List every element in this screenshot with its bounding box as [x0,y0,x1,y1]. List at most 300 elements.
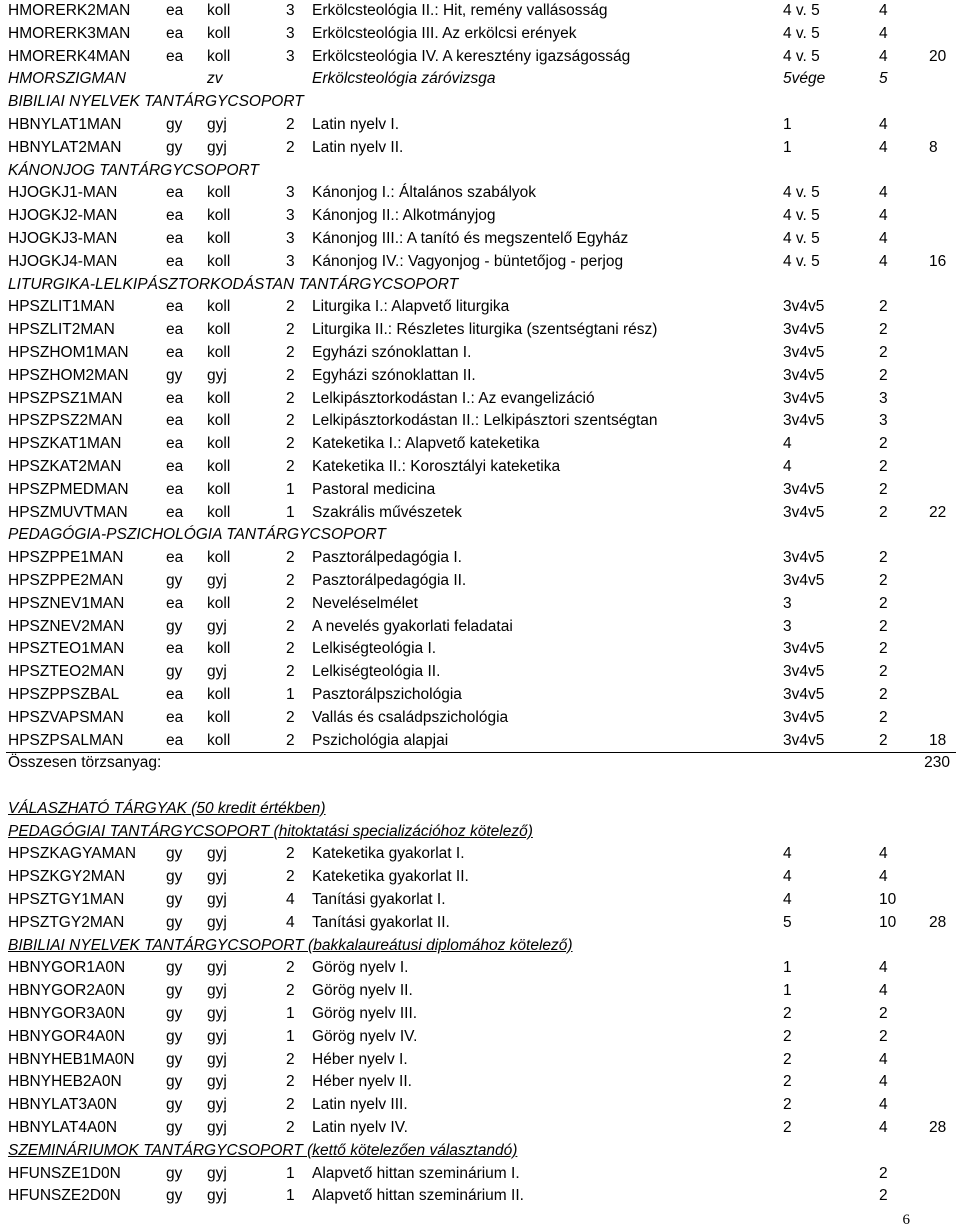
assessment-type: koll [207,47,231,65]
course-title: Görög nyelv I. [312,959,409,977]
course-type: ea [166,229,184,247]
course-type: ea [166,731,184,749]
course-type: gy [166,138,183,156]
assessment-type: gyj [207,1050,227,1068]
course-code: HPSZPPSZBAL [8,685,120,703]
weekly-hours: 2 [286,845,295,863]
credit: 2 [879,663,888,681]
course-type: gy [166,1119,183,1137]
assessment-type: gyj [207,1073,227,1091]
weekly-hours: 2 [286,663,295,681]
course-title: Alapvető hittan szeminárium II. [312,1187,524,1205]
group-heading [0,798,960,821]
course-type: ea [166,207,184,225]
assessment-type: gyj [207,138,227,156]
course-code: HBNYGOR3A0N [8,1005,126,1023]
course-code: HPSZHOM1MAN [8,343,129,361]
weekly-hours: 2 [286,549,295,567]
course-code: HMORSZIGMAN [8,70,126,88]
course-code: HPSZMUVTMAN [8,503,128,521]
group-heading-text: SZEMINÁRIUMOK TANTÁRGYCSOPORT (kettő kötelezően választandó) [8,1141,518,1159]
course-row [0,1117,960,1140]
semester: 1 [783,959,792,977]
semester: 3v4v5 [783,321,825,339]
course-code: HPSZTEO2MAN [8,663,125,681]
credit: 4 [879,1050,888,1068]
course-title: Erkölcsteológia III. Az erkölcsi erények [312,24,577,42]
course-code: HBNYHEB1MA0N [8,1050,135,1068]
weekly-hours: 2 [286,959,295,977]
semester: 4 v. 5 [783,229,820,247]
group-heading [0,91,960,114]
course-type: gy [166,982,183,1000]
weekly-hours: 2 [286,617,295,635]
course-code: HJOGKJ2-MAN [8,207,118,225]
group-heading [0,524,960,547]
weekly-hours: 2 [286,366,295,384]
course-type: gy [166,1164,183,1182]
course-row [0,661,960,684]
course-title: Alapvető hittan szeminárium I. [312,1164,520,1182]
course-title: Kánonjog IV.: Vagyonjog - büntetőjog - perjog [312,252,624,270]
course-title: Héber nyelv I. [312,1050,408,1068]
assessment-type: koll [207,298,231,316]
course-row [0,365,960,388]
weekly-hours: 2 [286,731,295,749]
assessment-type: gyj [207,913,227,931]
course-row [0,843,960,866]
semester: 4 v. 5 [783,2,820,19]
weekly-hours: 2 [286,594,295,612]
semester: 2 [783,1073,792,1091]
course-code: HPSZPSZ2MAN [8,412,123,430]
semester: 3v4v5 [783,731,825,749]
assessment-type: koll [207,685,231,703]
assessment-type: koll [207,435,231,453]
course-row [0,456,960,479]
group-heading [0,935,960,958]
semester: 3v4v5 [783,571,825,589]
course-title: Kateketika gyakorlat II. [312,868,469,886]
course-code: HFUNSZE1D0N [8,1164,121,1182]
course-type: ea [166,298,184,316]
course-row [0,205,960,228]
course-title: Kánonjog III.: A tanító és megszentelő Egyház [312,229,629,247]
assessment-type: gyj [207,115,227,133]
spacer [0,775,960,798]
semester: 2 [783,1119,792,1137]
course-code: HPSZPSALMAN [8,731,124,749]
course-code: HPSZKAT1MAN [8,435,122,453]
group-heading [0,274,960,297]
course-type: gy [166,959,183,977]
course-code: HBNYLAT3A0N [8,1096,118,1114]
credit: 2 [879,321,888,339]
weekly-hours: 2 [286,457,295,475]
course-code: HMORERK4MAN [8,47,131,65]
weekly-hours: 2 [286,412,295,430]
course-type: gy [166,868,183,886]
course-title: Görög nyelv III. [312,1005,418,1023]
semester: 2 [783,1050,792,1068]
weekly-hours: 2 [286,1096,295,1114]
course-row [0,182,960,205]
weekly-hours: 3 [286,184,295,202]
semester: 4 v. 5 [783,252,820,270]
course-type: gy [166,571,183,589]
course-title: Kateketika I.: Alapvető kateketika [312,435,540,453]
credit: 2 [879,298,888,316]
course-code: HPSZKGY2MAN [8,868,126,886]
course-title: Erkölcsteológia IV. A keresztény igazságosság [312,47,631,65]
assessment-type: gyj [207,1187,227,1205]
course-title: Latin nyelv II. [312,138,404,156]
weekly-hours: 4 [286,913,295,931]
course-code: HPSZNEV2MAN [8,617,125,635]
credit: 2 [879,503,888,521]
weekly-hours: 1 [286,1187,295,1205]
course-code: HBNYLAT4A0N [8,1119,118,1137]
course-row [0,479,960,502]
course-title: Pasztorálpedagógia I. [312,549,462,567]
course-type: ea [166,640,184,658]
assessment-type: koll [207,229,231,247]
assessment-type: koll [207,594,231,612]
course-type: ea [166,708,184,726]
course-row [0,251,960,274]
course-type: gy [166,845,183,863]
semester: 5 [783,913,792,931]
semester: 1 [783,982,792,1000]
credit: 2 [879,457,888,475]
semester: 3v4v5 [783,503,825,521]
total-row [0,752,960,775]
course-row [0,137,960,160]
semester: 2 [783,1027,792,1045]
semester: 3v4v5 [783,685,825,703]
course-row [0,46,960,69]
assessment-type: koll [207,207,231,225]
weekly-hours: 1 [286,480,295,498]
course-row [0,228,960,251]
course-code: HMORERK2MAN [8,2,131,19]
course-type: gy [166,663,183,681]
credit: 4 [879,24,888,42]
course-row [0,1071,960,1094]
credit: 2 [879,617,888,635]
course-type: gy [166,1096,183,1114]
group-credit-sum: 28 [929,1119,947,1137]
weekly-hours: 1 [286,1027,295,1045]
weekly-hours: 2 [286,1050,295,1068]
course-row [0,980,960,1003]
course-type: ea [166,343,184,361]
course-code: HPSZPMEDMAN [8,480,129,498]
assessment-type: gyj [207,982,227,1000]
course-type: ea [166,685,184,703]
semester: 3v4v5 [783,640,825,658]
course-title: Kánonjog I.: Általános szabályok [312,184,537,202]
assessment-type: gyj [207,617,227,635]
assessment-type: koll [207,503,231,521]
credit: 4 [879,184,888,202]
course-title: Héber nyelv II. [312,1073,412,1091]
course-row [0,616,960,639]
weekly-hours: 2 [286,115,295,133]
course-title: Pasztorálpedagógia II. [312,571,467,589]
course-title: Latin nyelv I. [312,115,400,133]
group-heading-text: VÁLASZHATÓ TÁRGYAK (50 kredit értékben) [8,799,326,817]
credit: 4 [879,2,888,19]
group-heading-text: LITURGIKA-LELKIPÁSZTORKODÁSTAN TANTÁRGYCSOPORT [8,275,459,293]
course-row [0,319,960,342]
group-credit-sum: 16 [929,252,947,270]
course-code: HJOGKJ1-MAN [8,184,118,202]
semester: 1 [783,115,792,133]
weekly-hours: 1 [286,685,295,703]
course-title: Tanítási gyakorlat I. [312,891,446,909]
credit: 4 [879,845,888,863]
assessment-type: koll [207,252,231,270]
course-type: ea [166,457,184,475]
assessment-type: gyj [207,868,227,886]
course-type: ea [166,503,184,521]
weekly-hours: 1 [286,503,295,521]
weekly-hours: 2 [286,321,295,339]
total-divider [6,752,956,753]
course-row [0,1026,960,1049]
assessment-type: gyj [207,1119,227,1137]
course-row [0,1185,960,1208]
course-code: HPSZPPE1MAN [8,549,124,567]
credit: 4 [879,207,888,225]
semester: 4 [783,891,792,909]
assessment-type: koll [207,640,231,658]
course-type: gy [166,1050,183,1068]
credit: 4 [879,138,888,156]
group-credit-sum: 18 [929,731,947,749]
course-title: Erkölcsteológia II.: Hit, remény vallásosság [312,2,608,19]
assessment-type: koll [207,412,231,430]
weekly-hours: 3 [286,47,295,65]
credit: 10 [879,913,897,931]
credit: 2 [879,435,888,453]
course-title: Kateketika II.: Korosztályi kateketika [312,457,561,475]
assessment-type: gyj [207,959,227,977]
course-row [0,433,960,456]
credit: 5 [879,70,888,88]
weekly-hours: 2 [286,343,295,361]
weekly-hours: 1 [286,1164,295,1182]
course-row [0,912,960,935]
group-credit-sum: 20 [929,47,947,65]
group-credit-sum: 28 [929,913,947,931]
course-type: ea [166,24,184,42]
weekly-hours: 2 [286,640,295,658]
credit: 2 [879,366,888,384]
semester: 4 [783,868,792,886]
assessment-type: koll [207,24,231,42]
assessment-type: koll [207,2,231,19]
assessment-type: koll [207,549,231,567]
semester: 3v4v5 [783,549,825,567]
course-code: HPSZTGY1MAN [8,891,125,909]
assessment-type: gyj [207,1164,227,1182]
credit: 2 [879,640,888,658]
semester: 3 [783,617,792,635]
credit: 2 [879,571,888,589]
course-type: gy [166,115,183,133]
assessment-type: gyj [207,1027,227,1045]
assessment-type: koll [207,343,231,361]
course-code: HPSZPPE2MAN [8,571,124,589]
assessment-type: koll [207,184,231,202]
course-type: ea [166,252,184,270]
credit: 2 [879,594,888,612]
course-type: ea [166,435,184,453]
course-code: HPSZVAPSMAN [8,708,124,726]
assessment-type: zv [207,70,223,88]
semester: 3v4v5 [783,663,825,681]
course-title: Tanítási gyakorlat II. [312,913,450,931]
course-title: Egyházi szónoklattan II. [312,366,476,384]
course-title: Görög nyelv II. [312,982,413,1000]
weekly-hours: 2 [286,1073,295,1091]
weekly-hours: 2 [286,298,295,316]
weekly-hours: 2 [286,982,295,1000]
course-type: gy [166,617,183,635]
course-row [0,1163,960,1186]
course-title: Lelkipásztorkodástan II.: Lelkipásztori szentségtan [312,412,658,430]
course-row [0,547,960,570]
weekly-hours: 2 [286,571,295,589]
course-row [0,866,960,889]
course-row [0,638,960,661]
course-title: Lelkiségteológia II. [312,663,441,681]
course-title: Görög nyelv IV. [312,1027,418,1045]
course-row [0,730,960,753]
semester: 3v4v5 [783,389,825,407]
course-title: Latin nyelv IV. [312,1119,408,1137]
semester: 3v4v5 [783,412,825,430]
weekly-hours: 2 [286,389,295,407]
group-heading [0,160,960,183]
course-row [0,0,960,23]
page-number: 6 [902,1212,910,1228]
semester: 4 [783,457,792,475]
course-row [0,1003,960,1026]
assessment-type: koll [207,708,231,726]
semester: 3v4v5 [783,298,825,316]
semester: 3v4v5 [783,708,825,726]
semester: 4 v. 5 [783,184,820,202]
course-row [0,570,960,593]
assessment-type: gyj [207,845,227,863]
course-type: gy [166,891,183,909]
course-type: gy [166,913,183,931]
credit: 4 [879,252,888,270]
course-title: Neveléselmélet [312,594,418,612]
group-heading-text: PEDAGÓGIA-PSZICHOLÓGIA TANTÁRGYCSOPORT [8,526,386,544]
weekly-hours: 3 [286,252,295,270]
course-code: HBNYLAT1MAN [8,115,122,133]
semester: 4 v. 5 [783,47,820,65]
course-type: ea [166,594,184,612]
course-row [0,593,960,616]
semester: 4 v. 5 [783,24,820,42]
credit: 2 [879,480,888,498]
group-heading [0,821,960,844]
credit: 3 [879,412,888,430]
assessment-type: koll [207,457,231,475]
credit: 4 [879,229,888,247]
course-type: ea [166,480,184,498]
credit: 2 [879,343,888,361]
credit: 2 [879,1164,888,1182]
course-title: Lelkipásztorkodástan I.: Az evangelizáció [312,389,595,407]
course-code: HPSZTEO1MAN [8,640,125,658]
semester: 3v4v5 [783,480,825,498]
assessment-type: koll [207,731,231,749]
credit: 4 [879,1119,888,1137]
course-code: HBNYHEB2A0N [8,1073,122,1091]
course-type: ea [166,184,184,202]
course-type: gy [166,1187,183,1205]
credit: 2 [879,685,888,703]
weekly-hours: 4 [286,891,295,909]
credit: 2 [879,731,888,749]
course-title: Pasztorálpszichológia [312,685,462,703]
course-title: Kánonjog II.: Alkotmányjog [312,207,496,225]
course-title: Pastoral medicina [312,480,436,498]
course-row [0,957,960,980]
course-row [0,388,960,411]
semester: 4 [783,845,792,863]
assessment-type: gyj [207,891,227,909]
semester: 3v4v5 [783,366,825,384]
course-type: gy [166,366,183,384]
group-heading-text: PEDAGÓGIAI TANTÁRGYCSOPORT (hitoktatási specializációhoz kötelező) [8,822,533,840]
credit: 3 [879,389,888,407]
course-row [0,1094,960,1117]
group-credit-sum: 8 [929,138,938,156]
course-code: HPSZPSZ1MAN [8,389,123,407]
weekly-hours: 3 [286,2,295,19]
course-code: HFUNSZE2D0N [8,1187,121,1205]
weekly-hours: 2 [286,138,295,156]
credit: 4 [879,959,888,977]
course-title: Vallás és családpszichológia [312,708,509,726]
assessment-type: gyj [207,1096,227,1114]
semester: 4 [783,435,792,453]
course-code: HPSZTGY2MAN [8,913,125,931]
course-code: HJOGKJ4-MAN [8,252,118,270]
course-code: HBNYGOR1A0N [8,959,126,977]
weekly-hours: 2 [286,708,295,726]
course-row [0,684,960,707]
group-heading-text: BIBILIAI NYELVEK TANTÁRGYCSOPORT (bakkalaureátusi diplomához kötelező) [8,936,573,954]
course-code: HPSZKAGYAMAN [8,845,137,863]
course-type: gy [166,1027,183,1045]
course-type: gy [166,1073,183,1091]
credit: 10 [879,891,897,909]
group-heading [0,1140,960,1163]
credit: 2 [879,549,888,567]
course-code: HPSZLIT2MAN [8,321,115,339]
course-row [0,889,960,912]
course-row [0,502,960,525]
course-title: Erkölcsteológia záróvizsga [312,70,496,88]
